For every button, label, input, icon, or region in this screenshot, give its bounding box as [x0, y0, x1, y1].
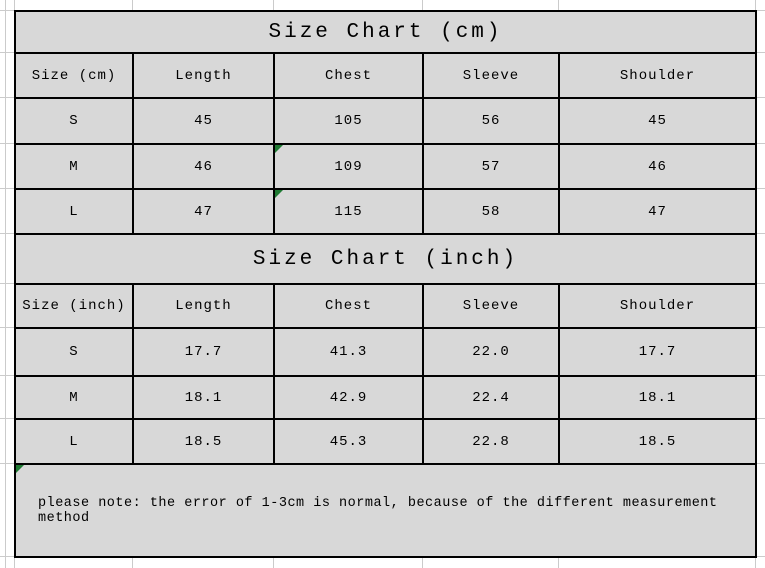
- header-length: Length: [133, 53, 274, 98]
- error-indicator-icon: [275, 190, 283, 198]
- cell-shoulder: 17.7: [559, 328, 756, 376]
- header-length: Length: [133, 284, 274, 328]
- cell-length: 47: [133, 189, 274, 234]
- cell-sleeve: 56: [423, 98, 559, 144]
- cell-chest: 42.9: [274, 376, 423, 419]
- cell-size: L: [15, 419, 133, 464]
- size-chart-table: [14, 10, 757, 558]
- header-size-inch: Size (inch): [15, 284, 133, 328]
- note-cell: [15, 464, 756, 557]
- cell-sleeve: 22.8: [423, 419, 559, 464]
- header-chest: Chest: [274, 284, 423, 328]
- cell-size: M: [15, 144, 133, 189]
- size-chart-cm-title: Size Chart (cm): [15, 11, 756, 53]
- cell-chest: 45.3: [274, 419, 423, 464]
- cell-chest: [274, 189, 423, 234]
- note-text: please note: the error of 1-3cm is normal, because of the different measurement method: [38, 495, 718, 526]
- cell-size: L: [15, 189, 133, 234]
- header-sleeve: Sleeve: [423, 53, 559, 98]
- header-shoulder: Shoulder: [559, 284, 756, 328]
- header-sleeve: Sleeve: [423, 284, 559, 328]
- cell-shoulder: 46: [559, 144, 756, 189]
- cell-sleeve: 22.4: [423, 376, 559, 419]
- size-chart-inch-title: Size Chart (inch): [15, 234, 756, 284]
- header-size-cm: Size (cm): [15, 53, 133, 98]
- cell-size: M: [15, 376, 133, 419]
- header-shoulder: Shoulder: [559, 53, 756, 98]
- cell-length: 18.5: [133, 419, 274, 464]
- cell-length: 18.1: [133, 376, 274, 419]
- table-row: [15, 419, 756, 464]
- cell-sleeve: 57: [423, 144, 559, 189]
- cell-shoulder: 18.1: [559, 376, 756, 419]
- cell-length: 17.7: [133, 328, 274, 376]
- cell-chest: [274, 144, 423, 189]
- cell-chest-value: 115: [334, 203, 363, 220]
- cell-sleeve: 22.0: [423, 328, 559, 376]
- table-row: [15, 328, 756, 376]
- cell-chest-value: 109: [334, 158, 363, 175]
- grid-column-line: [5, 0, 6, 568]
- error-indicator-icon: [16, 465, 24, 473]
- cell-chest: 105: [274, 98, 423, 144]
- cell-shoulder: 45: [559, 98, 756, 144]
- header-row-inch: [15, 284, 756, 328]
- cell-shoulder: 47: [559, 189, 756, 234]
- table-row: [15, 376, 756, 419]
- cell-size: S: [15, 328, 133, 376]
- table-row: [15, 98, 756, 144]
- cell-size: S: [15, 98, 133, 144]
- header-chest: Chest: [274, 53, 423, 98]
- cell-chest: 41.3: [274, 328, 423, 376]
- header-row-cm: [15, 53, 756, 98]
- cell-shoulder: 18.5: [559, 419, 756, 464]
- table-row: [15, 189, 756, 234]
- cell-sleeve: 58: [423, 189, 559, 234]
- cell-length: 45: [133, 98, 274, 144]
- cell-length: 46: [133, 144, 274, 189]
- table-row: [15, 144, 756, 189]
- error-indicator-icon: [275, 145, 283, 153]
